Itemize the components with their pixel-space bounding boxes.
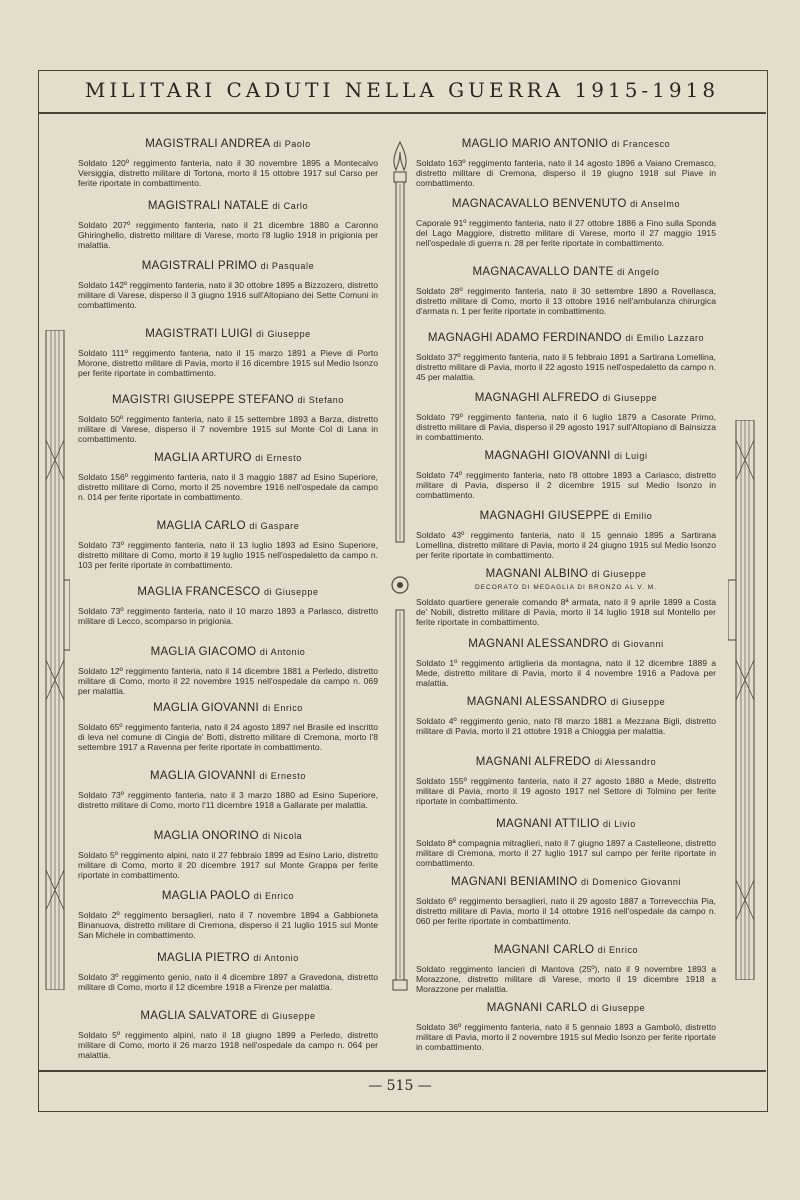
entry-text: Soldato reggimento lancieri di Mantova (25º), nato il 9 novembre 1893 a Morazzone, distretto militare di Varese, morto il 19 dicembre 1918 a Morazzone per malattia. — [416, 964, 716, 994]
entry-name: MAGNAGHI GIOVANNI di Luigi — [484, 450, 648, 462]
entry-text: Soldato 120º reggimento fanteria, nato il 30 novembre 1895 a Montecalvo Versiggia, distretto militare di Tortona, morto il 15 ottobre 1917 sul Carso per ferite riportate in combattimento. — [78, 158, 378, 188]
entry — [416, 392, 716, 442]
entry-name: MAGNACAVALLO BENVENUTO di Anselmo — [451, 198, 681, 210]
entry-name: MAGISTRATI LUIGI di Giuseppe — [145, 328, 311, 340]
entry-text: Soldato 73º reggimento fanteria, nato il 10 marzo 1893 a Parlasco, distretto militare di Lecco, scomparso in prigionia. — [78, 606, 378, 626]
entry — [78, 952, 378, 992]
entry-text: Soldato 8ª compagnia mitraglieri, nato il 7 giugno 1897 a Castelleone, distretto militare di Cremona, morto il 27 luglio 1917 sul campo per ferite riportate in combattimento. — [416, 838, 716, 868]
entry-name: MAGNANI ATTILIO di Livio — [496, 818, 636, 830]
entry-text: Soldato 4º reggimento genio, nato l'8 marzo 1881 a Mezzana Bigli, distretto militare di Pavia, morto il 21 ottobre 1918 a Chioggia per malattia. — [416, 716, 716, 736]
entry — [416, 638, 716, 688]
entry — [78, 1010, 378, 1060]
entry-name: MAGNANI ALFREDO di Alessandro — [475, 756, 657, 768]
entry-text: Soldato 65º reggimento fanteria, nato il 24 agosto 1897 nel Brasile ed inscritto di leva nel comune di Cingia de' Botti, distretto militare di Cremona, morto l'8 settembre 1917 a Ravenna per ferite riportate in combattimento. — [78, 722, 378, 752]
page-header — [38, 72, 766, 114]
decoration-note: DECORATO DI MEDAGLIA DI BRONZO AL V. M. — [474, 584, 658, 591]
entry-name: MAGISTRI GIUSEPPE STEFANO di Stefano — [112, 394, 344, 406]
entry — [416, 510, 716, 560]
entry-text: Soldato 163º reggimento fanteria, nato il 14 agosto 1896 a Vaiano Cremasco, distretto militare di Cremona, disperso il 19 giugno 1918 sul Piave in combattimento. — [416, 158, 716, 188]
entry — [416, 818, 716, 868]
entry-text: Soldato 74º reggimento fanteria, nato l'8 ottobre 1893 a Cariasco, distretto militare di Pavia, disperso il 2 dicembre 1915 sul Medio Isonzo in combattimento. — [416, 470, 716, 500]
entry-text: Soldato 2º reggimento bersaglieri, nato il 7 novembre 1894 a Gabbioneta Binanuova, distretto militare di Cremona, disperso il 21 luglio 1915 sul Monte San Michele in combattimento. — [78, 910, 378, 940]
entry-name: MAGNANI CARLO di Enrico — [493, 944, 639, 956]
entry-text: Soldato 37º reggimento fanteria, nato il 5 febbraio 1891 a Sartirana Lomellina, distretto militare di Pavia, morto il 22 agosto 1915 nell'ospedaletto da campo n. 45 per malattia. — [416, 352, 716, 382]
footer-rule — [38, 1070, 766, 1072]
page-title: MILITARI CADUTI NELLA GUERRA 1915-1918 — [84, 78, 720, 102]
entry-text: Soldato 6º reggimento bersaglieri, nato il 29 agosto 1887 a Torrevecchia Pia, distretto militare di Pavia, morto il 14 ottobre 1916 nell'ospedale da campo n. 060 per ferite riportate in combattimento. — [416, 896, 716, 926]
entry-text: Soldato 5º reggimento alpini, nato il 18 giugno 1899 a Perledo, distretto militare di Como, morto il 26 marzo 1918 nell'ospedale da campo n. 064 per malattia. — [78, 1030, 378, 1060]
entry — [78, 520, 378, 570]
entry — [78, 138, 378, 188]
entry-name: MAGLIA PAOLO di Enrico — [161, 890, 295, 902]
entry-name: MAGNAGHI GIUSEPPE di Emilio — [479, 510, 653, 522]
entry-name: MAGLIA FRANCESCO di Giuseppe — [137, 586, 319, 598]
entry-name: MAGISTRALI ANDREA di Paolo — [145, 138, 311, 150]
entry-text: Soldato 50º reggimento fanteria, nato il 15 settembre 1893 a Barza, distretto militare di Varese, disperso il 7 novembre 1915 sul Monte Col di Lana in combattimento. — [78, 414, 378, 444]
entry — [78, 452, 378, 502]
entry-text: Soldato 207º reggimento fanteria, nato il 21 dicembre 1880 a Caronno Ghiringhello, distretto militare di Varese, morto l'8 luglio 1918 in prigionia per malattia. — [78, 220, 378, 250]
entry — [78, 328, 378, 378]
entry — [416, 756, 716, 806]
entry-text: Soldato 43º reggimento fanteria, nato il 15 gennaio 1895 a Sartirana Lomellina, distretto militare di Pavia, morto il 24 giugno 1915 sul Medio Isonzo per ferite riportate in combattimento. — [416, 530, 716, 560]
entry — [416, 568, 716, 627]
entry — [416, 266, 716, 316]
right-fasces-ornament — [728, 420, 764, 980]
entry — [78, 646, 378, 696]
entry-name: MAGNACAVALLO DANTE di Angelo — [472, 266, 660, 278]
entry — [78, 586, 378, 626]
entry — [78, 770, 378, 810]
entry-text: Soldato quartiere generale comando 8ª armata, nato il 9 aprile 1899 a Costa de' Nobili, distretto militare di Pavia, morto il 14 luglio 1918 sul Montello per ferite riportate in combattimento. — [416, 597, 716, 627]
entry-name: MAGLIA CARLO di Gaspare — [156, 520, 300, 532]
entry-name: MAGLIA ARTURO di Ernesto — [154, 452, 302, 464]
entry-text: Soldato 1º reggimento artiglieria da montagna, nato il 12 dicembre 1889 a Mede, distretto militare di Pavia, morto il 4 novembre 1916 a Padova per malattia. — [416, 658, 716, 688]
entry-text: Soldato 156º reggimento fanteria, nato il 3 maggio 1887 ad Esino Superiore, distretto militare di Como, morto il 25 novembre 1916 nell'ospedale da campo n. 014 per ferite riportate in combattimento. — [78, 472, 378, 502]
entry — [416, 332, 716, 382]
entry-name: MAGISTRALI NATALE di Carlo — [147, 200, 309, 212]
entry-name: MAGNAGHI ALFREDO di Giuseppe — [474, 392, 658, 404]
entry-name: MAGLIA GIACOMO di Antonio — [150, 646, 306, 658]
entry — [416, 696, 716, 736]
center-column-ornament — [388, 140, 412, 1000]
entry-name: MAGNANI ALESSANDRO di Giovanni — [468, 638, 664, 650]
entry-name: MAGNAGHI ADAMO FERDINANDO di Emilio Lazzaro — [427, 332, 705, 344]
entry-name: MAGLIA PIETRO di Antonio — [157, 952, 299, 964]
page-number: — 515 — — [368, 1078, 432, 1094]
entry — [416, 876, 716, 926]
entry — [78, 890, 378, 940]
entry-text: Soldato 5º reggimento alpini, nato il 27 febbraio 1899 ad Esino Lario, distretto militare di Como, morto il 20 dicembre 1917 sul Monte Grappa per ferite riportate in combattimento. — [78, 850, 378, 880]
entry-name: MAGLIO MARIO ANTONIO di Francesco — [461, 138, 671, 150]
entry-text: Soldato 36º reggimento fanteria, nato il 5 gennaio 1893 a Gambolò, distretto militare di Pavia, morto il 2 novembre 1915 sul Medio Isonzo per ferite riportate in combattimento. — [416, 1022, 716, 1052]
entry-text: Soldato 155º reggimento fanteria, nato il 27 agosto 1880 a Mede, distretto militare di Pavia, morto il 19 agosto 1917 nel Settore di Tolmino per ferite riportate in combattimento. — [416, 776, 716, 806]
entry — [78, 200, 378, 250]
entry — [78, 830, 378, 880]
entry-text: Soldato 73º reggimento fanteria, nato il 13 luglio 1893 ad Esino Superiore, distretto militare di Como, morto il 19 luglio 1915 nell'ospedaletto da campo n. 103 per ferite riportate in combattimento. — [78, 540, 378, 570]
entry — [416, 450, 716, 500]
entry-text: Soldato 111º reggimento fanteria, nato il 15 marzo 1891 a Pieve di Porto Morone, distretto militare di Pavia, morto il 16 dicembre 1915 sul Medio Isonzo per ferite riportate in combattimento. — [78, 348, 378, 378]
entry-text: Caporale 91º reggimento fanteria, nato il 27 ottobre 1886 a Fino sulla Sponda del Lago Maggiore, distretto militare di Varese, morto il 27 maggio 1915 nell'ospedale di guerra n. 28 per ferite riportate in combattimento. — [416, 218, 716, 248]
entry-text: Soldato 73º reggimento fanteria, nato il 3 marzo 1880 ad Esino Superiore, distretto militare di Como, morto l'11 dicembre 1918 a Gallarate per malattia. — [78, 790, 378, 810]
entry-text: Soldato 79º reggimento fanteria, nato il 6 luglio 1879 a Casorate Primo, distretto militare di Pavia, disperso il 29 agosto 1917 sull'Altopiano di Bainsizza in combattimento. — [416, 412, 716, 442]
entry — [78, 394, 378, 444]
entry — [416, 138, 716, 188]
entry — [78, 260, 378, 310]
entry-name: MAGLIA GIOVANNI di Enrico — [153, 702, 303, 714]
entry — [416, 1002, 716, 1052]
entry-name: MAGNANI ALESSANDRO di Giuseppe — [466, 696, 666, 708]
entry-text: Soldato 28º reggimento fanteria, nato il 30 settembre 1890 a Rovellasca, distretto militare di Como, morto il 13 ottobre 1916 nell'ambulanza chirurgica d'armata n. 1 per ferite riportate in combattimento. — [416, 286, 716, 316]
entry-text: Soldato 12º reggimento fanteria, nato il 14 dicembre 1881 a Perledo, distretto militare di Como, morto il 22 novembre 1915 nell'ospedale da campo n. 069 per malattia. — [78, 666, 378, 696]
entry-name: MAGLIA GIOVANNI di Ernesto — [150, 770, 306, 782]
entry — [416, 198, 716, 248]
entry — [416, 944, 716, 994]
entry-text: Soldato 142º reggimento fanteria, nato il 30 ottobre 1895 a Bizzozero, distretto militare di Varese, disperso il 3 giugno 1916 sull'Altopiano dei Sette Comuni in combattimento. — [78, 280, 378, 310]
left-fasces-ornament — [40, 330, 70, 990]
entry-name: MAGNANI CARLO di Giuseppe — [486, 1002, 646, 1014]
entry-name: MAGISTRALI PRIMO di Pasquale — [141, 260, 315, 272]
entry-name: MAGNANI ALBINO di Giuseppe — [485, 568, 647, 580]
entry-name: MAGLIA SALVATORE di Giuseppe — [140, 1010, 316, 1022]
entry-text: Soldato 3º reggimento genio, nato il 4 dicembre 1897 a Gravedona, distretto militare di Como, morto il 12 dicembre 1918 a Firenze per malattia. — [78, 972, 378, 992]
entry — [78, 702, 378, 752]
entry-name: MAGNANI BENIAMINO di Domenico Giovanni — [450, 876, 682, 888]
entry-name: MAGLIA ONORINO di Nicola — [153, 830, 303, 842]
